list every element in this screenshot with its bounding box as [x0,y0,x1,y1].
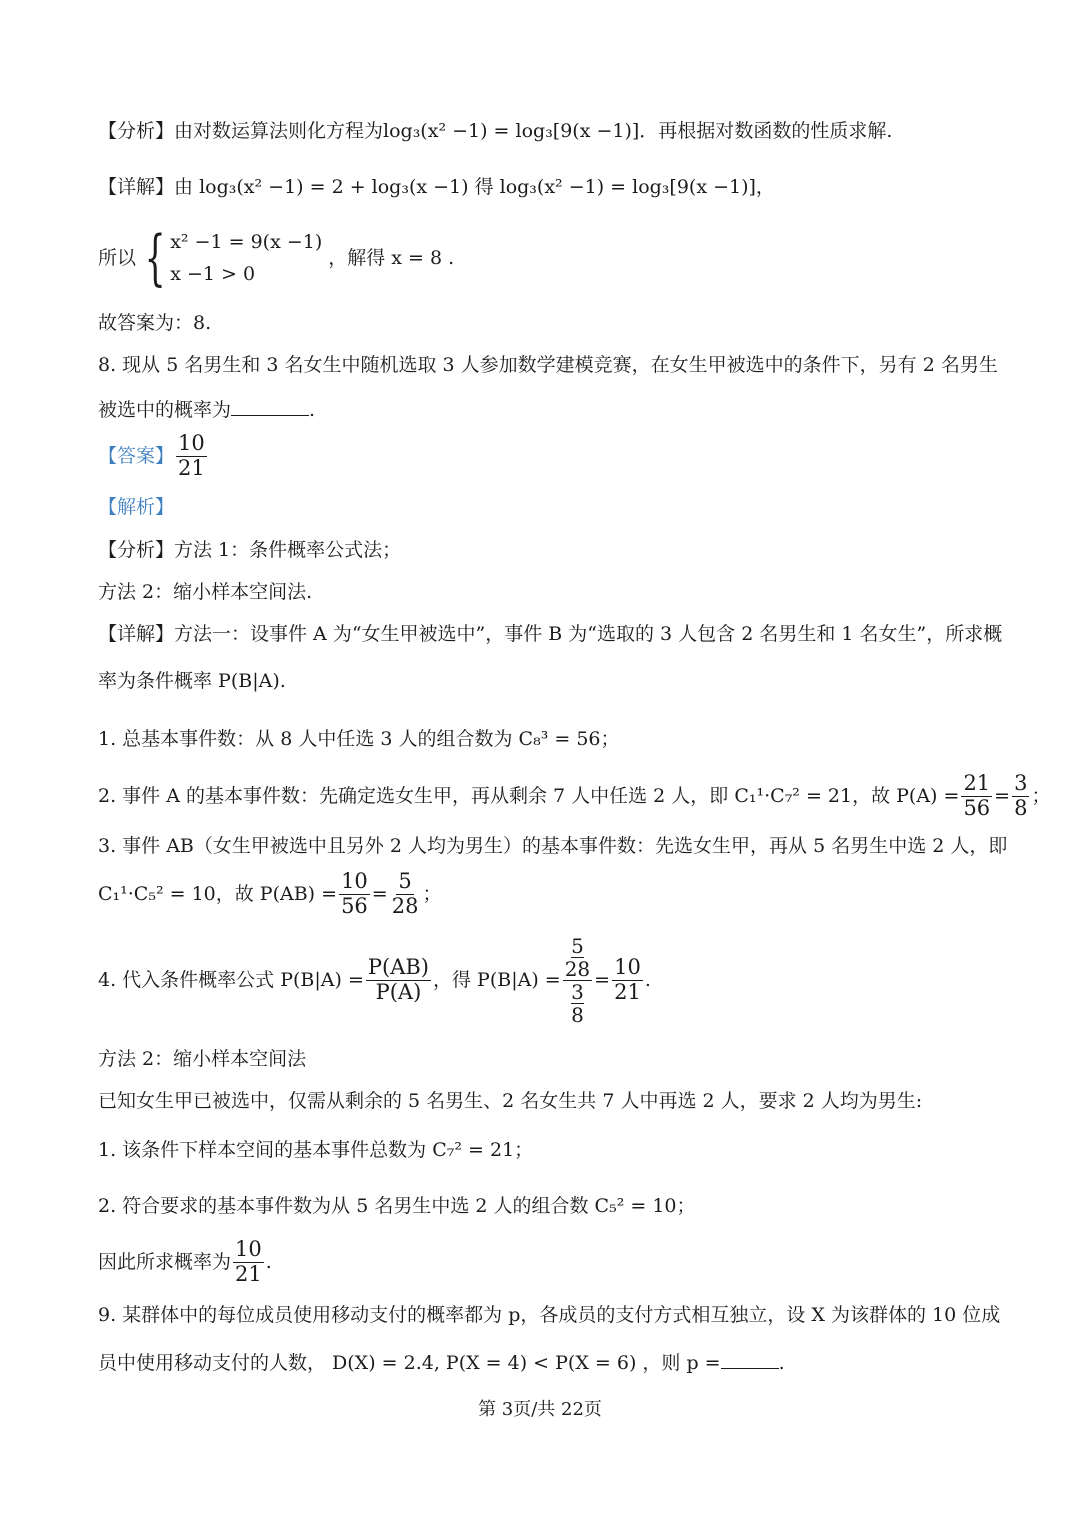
answer-tag: 【答案】 [98,445,175,467]
answer-den: 21 [178,455,205,480]
frac-num: 10 [235,1237,262,1262]
step-4-result [612,956,643,1003]
answer-blank-9 [721,1348,779,1369]
detail-tag: 【详解】 [98,176,175,198]
step-3-end: ； [422,883,442,905]
detail-line-8 [98,621,1002,647]
system-pre: 所以 [98,247,137,269]
frac-num: P(AB) [367,955,429,980]
step-4: 4. 代入条件概率公式 P(B|A) = $\frac{P(AB)}{P(A)}$ ，得 P(B|A) = $\frac{\frac{5}{28}}{\frac{3}{8}}$ = $\frac{10}{21}$ . [98,933,651,1027]
step-2-fraction-2 [1012,772,1029,819]
detail-equation: log₃(x² −1) = 2 + log₃(x −1) 得 log₃(x² −1) = log₃[9(x −1)]， [199,176,775,198]
answer-fraction [176,432,207,479]
step-4-text: 4. 代入条件概率公式 P(B|A) = [98,969,364,991]
step-4-end: . [644,969,651,991]
detail-line-8b: 率为条件概率 P(B|A). [98,670,286,692]
step-3-text: C₁¹·C₅² = 10，故 P(AB) = [98,883,338,905]
method-2-title: 方法 2：缩小样本空间法 [98,1048,307,1070]
question-9-line-2 [98,1348,785,1376]
step-2: 2. 事件 A 的基本事件数：先确定选女生甲，再从剩余 7 人中任选 2 人，即 C₁¹·C₇² = 21，故 P(A) = $\frac{21}{56}$ = $\frac{3}{8}$ ； [98,771,1051,820]
answer-num: 10 [178,431,205,456]
analysis-text-8: 方法 1：条件概率公式法； [174,539,402,561]
step-2-text: 2. 事件 A 的基本事件数：先确定选女生甲，再从剩余 7 人中任选 2 人，即 C₁¹·C₇² = 21，故 P(A) = [98,785,960,807]
step-3-line-1: 3. 事件 AB（女生甲被选中且另外 2 人均为男生）的基本事件数：先选女生甲，再从 5 名男生中选 2 人，即 [98,835,1008,857]
frac-den: 56 [341,893,368,918]
frac-num: 10 [614,955,641,980]
step-3-fraction-2 [390,870,421,917]
system-row-1: x² −1 = 9(x −1) [170,231,323,253]
step-4-complex-fraction [563,935,592,1026]
frac-den: 28 [391,893,419,918]
analysis-text: 由对数运算法则化方程为log₃(x² −1) = log₃[9(x −1)]．再根据对数函数的性质求解. [174,120,893,142]
method-2-intro: 已知女生甲已被选中，仅需从剩余的 5 名男生、2 名女生共 7 人中再选 2 人，要求 2 人均为男生: [98,1090,923,1112]
method-2-step-2: 2. 符合要求的基本事件数为从 5 名男生中选 2 人的组合数 C₅² = 10； [98,1195,696,1217]
conclusion-fraction [233,1238,264,1285]
step-4-mid: ，得 P(B|A) = [433,969,561,991]
question-8-line-2 [98,395,315,423]
answer-line-8 [98,430,209,482]
question-8-line-1: 8. 现从 5 名男生和 3 名女生中随机选取 3 人参加数学建模竞赛，在女生甲被选中的条件下，另有 2 名男生 [98,354,998,376]
step-4-formula [366,956,431,1003]
frac-den: 8 [1014,795,1028,820]
system-post: ，解得 x = 8 . [328,247,455,269]
detail-text-8: 方法一：设事件 A 为“女生甲被选中”，事件 B 为“选取的 3 人包含 2 名男生和 1 名女生”，所求概 [174,623,1003,645]
step-3-fraction-1 [339,870,370,917]
frac-den: P(A) [375,979,422,1004]
inner-num: 5 [571,933,584,958]
system-row-2: x −1 > 0 [170,263,256,285]
frac-den: 21 [614,979,641,1004]
detail-pre: 由 [174,176,194,198]
answer-line-7: 故答案为：8. [98,312,212,334]
frac-num: 21 [963,771,991,796]
conclusion-text: 因此所求概率为 [98,1251,232,1273]
question-8-end: . [309,399,316,421]
equation-system: { x² −1 = 9(x −1) x −1 > 0 [144,223,323,293]
question-9-text: 员中使用移动支付的人数， D(X) = 2.4, P(X = 4) < P(X = 6) ，则 p = [98,1352,721,1374]
detail-line [98,174,775,200]
method-2-short: 方法 2：缩小样本空间法. [98,581,313,603]
analysis-tag: 【分析】 [98,120,175,142]
solution-tag: 【解析】 [98,496,175,518]
frac-num: 10 [341,869,368,894]
inner-den: 8 [571,1002,584,1027]
frac-num: 3 [1014,771,1028,796]
analysis-line [98,118,892,144]
conclusion-end: . [265,1251,272,1273]
question-9-line-1: 9. 某群体中的每位成员使用移动支付的概率都为 p，各成员的支付方式相互独立，设 X 为该群体的 10 位成 [98,1304,1001,1326]
step-1: 1. 总基本事件数：从 8 人中任选 3 人的组合数为 C₈³ = 56； [98,728,620,750]
frac-num: 5 [398,869,412,894]
system-line [98,223,455,293]
answer-blank [231,395,309,416]
step-2-end: ； [1031,785,1051,807]
inner-num: 3 [571,979,584,1004]
method-2-step-1: 1. 该条件下样本空间的基本事件总数为 C₇² = 21； [98,1139,534,1161]
method-2-conclusion [98,1236,272,1288]
question-8-text: 被选中的概率为 [98,399,232,421]
page-footer: 第 3页/共 22页 [478,1399,602,1420]
detail-tag-8: 【详解】 [98,623,175,645]
inner-den: 28 [564,956,591,981]
analysis-line-8 [98,537,401,563]
frac-den: 56 [963,795,991,820]
step-3-line-2: C₁¹·C₅² = 10，故 P(AB) = $\frac{10}{56}$ = $\frac{5}{28}$ ； [98,869,442,918]
frac-den: 21 [235,1261,262,1286]
outer-den [569,981,586,1026]
question-9-end: . [778,1352,785,1374]
outer-num [563,935,592,981]
step-2-fraction-1 [961,772,992,819]
analysis-tag-8: 【分析】 [98,539,175,561]
